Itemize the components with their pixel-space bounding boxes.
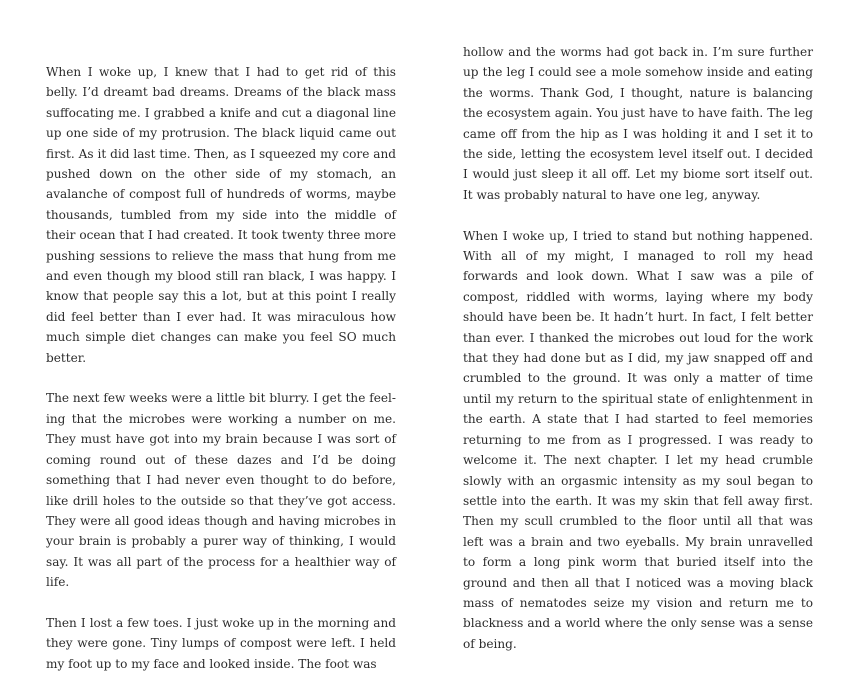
left-page-text (46, 62, 396, 674)
right-paragraph-2: When I woke up, I tried to stand but nothing happened. With all of my might, I managed to roll my head forwards and look down. What I saw was a pile of compost, riddled with worms, laying where my body should have been be. It hadn’t hurt. In fact, I felt better than ever. I thanked the microbes out loud for the work that they had done but as I did, my jaw snapped off and crumbled to the ground. It was only a matter of time until my return to the spiritual state of enlightenment in the earth. A state that I had started to feel memories returning to me from as I progressed. I was ready to welcome it. The next chapter. I let my head crumble slowly with an orgasmic intensity as my soul began to settle into the earth. It was my skin that fell away first. Then my scull crumbled to the floor until all that was left was a brain and two eyeballs. My brain unravelled to form a long pink worm that buried itself into the ground and then all that I noticed was a moving black mass of nematodes seize my vision and return me to blackness and a world where the only sense was a sense of being. (463, 228, 813, 651)
right-page-text (463, 42, 813, 654)
left-paragraph-2: The next few weeks were a little bit blurry. I get the feeling that the microbes were working a number on me. They must have got into my brain because I was sort of coming round out of these dazes and I’d be doing something that I had never even thought to do before, like drill holes to the outside so that they’ve got access. They were all good ideas though and having microbes in your brain is probably a purer way of thinking, I would say. It was all part of the process for a healthier way of life. (46, 391, 396, 590)
left-paragraph-1: When I woke up, I knew that I had to get rid of this belly. I’d dreamt bad dreams. Dreams of the black mass suffocating me. I grabbed a knife and cut a diagonal line up one side of my protrusion. The black liquid came out first. As it did last time. Then, as I squeezed my core and pushed down on the other side of my stomach, an avalanche of compost full of hundreds of worms, maybe thousands, tumbled from my side into the middle of their ocean that I had created. It took twenty three more pushing sessions to relieve the mass that hung from me and even though my blood still ran black, I was happy. I know that people say this a lot, but at this point I really did feel better than I ever had. It was miraculous how much simple diet changes can make you feel SO much better. (46, 65, 396, 365)
right-paragraph-1: hollow and the worms had got back in. I’m sure further up the leg I could see a mole somehow inside and eating the worms. Thank God, I thought, nature is balancing the ecosystem again. You just have to have faith. The leg came off from the hip as I was holding it and I set it to the side, letting the ecosystem level itself out. I decided I would just sleep it all off. Let my biome sort itself out. It was probably natural to have one leg, anyway. (463, 45, 813, 202)
left-paragraph-3: Then I lost a few toes. I just woke up in the morning and they were gone. Tiny lumps of compost were left. I held my foot up to my face and looked inside. The foot was (46, 615, 396, 671)
